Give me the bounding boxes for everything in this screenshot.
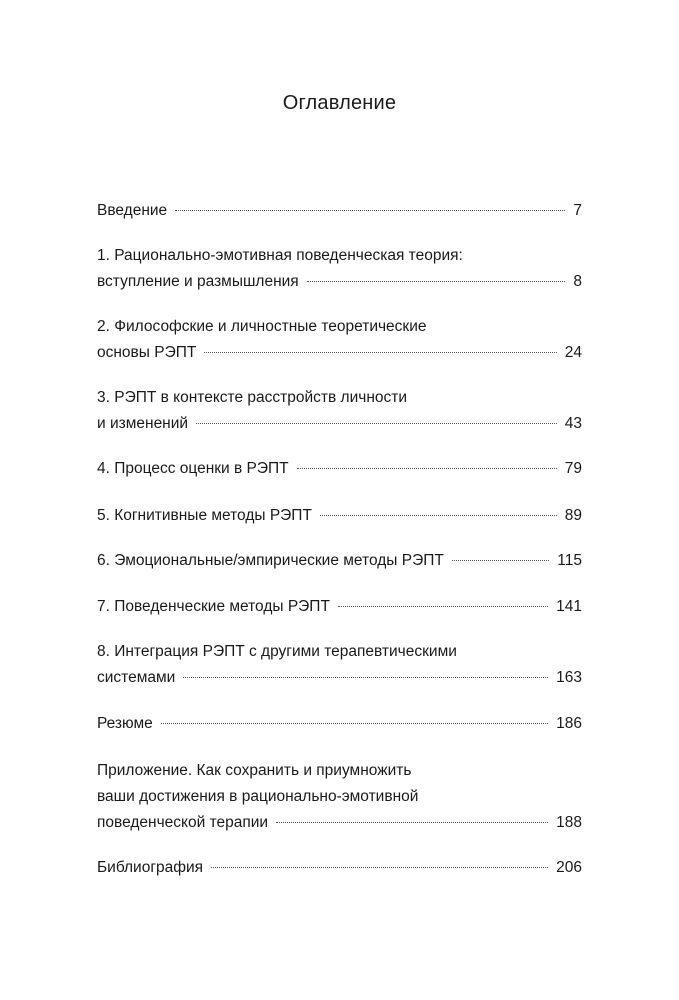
toc-entry-summary xyxy=(97,711,582,737)
toc-page-number: 24 xyxy=(564,344,582,361)
dot-leader xyxy=(320,515,557,516)
toc-page-number: 8 xyxy=(573,273,582,290)
toc-entry-title-cont: основы РЭПТ xyxy=(97,344,197,361)
toc-entry-line xyxy=(97,198,582,224)
toc-entry-line xyxy=(97,503,582,529)
toc-entry-title-cont: системами xyxy=(97,669,176,686)
toc-entry-title: 4. Процесс оценки в РЭПТ xyxy=(97,460,289,477)
toc-entry-bibliography xyxy=(97,855,582,881)
toc-entry-chapter-3 xyxy=(97,385,582,437)
toc-entry-chapter-8 xyxy=(97,639,582,691)
toc-entry-title: 2. Философские и личностные теоретические xyxy=(97,318,427,335)
toc-entry-line xyxy=(97,855,582,881)
dot-leader xyxy=(161,723,548,724)
toc-entry-title: 8. Интеграция РЭПТ с другими терапевтическими xyxy=(97,643,457,660)
toc-page-number: 206 xyxy=(556,859,582,876)
toc-entry-title-cont: поведенческой терапии xyxy=(97,814,269,831)
toc-page-number: 188 xyxy=(556,814,582,831)
toc-page-number: 89 xyxy=(564,507,582,524)
toc-entry-line xyxy=(97,269,582,295)
toc-entry-title: 3. РЭПТ в контексте расстройств личности xyxy=(97,389,407,406)
dot-leader xyxy=(183,677,548,678)
toc-entry-title: 6. Эмоциональные/эмпирические методы РЭПТ xyxy=(97,552,444,569)
toc-entry-title-cont: и изменений xyxy=(97,415,189,432)
toc-entry-title: 7. Поведенческие методы РЭПТ xyxy=(97,598,330,615)
toc-page-number: 141 xyxy=(556,598,582,615)
toc-entry-line xyxy=(97,594,582,620)
toc-entry-title: Введение xyxy=(97,202,168,219)
toc-entry-line xyxy=(97,548,582,574)
toc-entry-title-cont: ваши достижения в рационально-эмотивной xyxy=(97,788,419,805)
toc-entry-appendix xyxy=(97,758,582,836)
dot-leader xyxy=(211,867,548,868)
toc-entry-chapter-4 xyxy=(97,456,582,482)
toc-entry-title: Приложение. Как сохранить и приумножить xyxy=(97,762,412,779)
toc-entry-line xyxy=(97,711,582,737)
page-title: Оглавление xyxy=(282,92,397,114)
dot-leader xyxy=(196,423,557,424)
toc-page-number: 115 xyxy=(557,552,582,569)
toc-entry-chapter-1 xyxy=(97,243,582,295)
toc-entry-title-cont: вступление и размышления xyxy=(97,273,299,290)
toc-entry-line xyxy=(97,340,582,366)
dot-leader xyxy=(297,468,557,469)
toc-page-number: 163 xyxy=(556,669,582,686)
toc-entry-line xyxy=(97,665,582,691)
toc-entry-introduction xyxy=(97,198,582,224)
dot-leader xyxy=(338,606,548,607)
dot-leader xyxy=(452,560,549,561)
toc-entry-chapter-5 xyxy=(97,503,582,529)
toc-entry-title: 1. Рационально-эмотивная поведенческая теория: xyxy=(97,247,463,264)
toc-entry-chapter-2 xyxy=(97,314,582,366)
toc-entry-chapter-6 xyxy=(97,548,582,574)
toc-page-number: 186 xyxy=(556,715,582,732)
dot-leader xyxy=(175,210,565,211)
toc-page-number: 7 xyxy=(573,202,582,219)
toc-entry-title: 5. Когнитивные методы РЭПТ xyxy=(97,507,312,524)
toc-page-number: 79 xyxy=(564,460,582,477)
toc-entry-line xyxy=(97,810,582,836)
dot-leader xyxy=(307,281,566,282)
toc-page-number: 43 xyxy=(564,415,582,432)
toc-entry-title: Библиография xyxy=(97,859,204,876)
toc-entry-line xyxy=(97,456,582,482)
dot-leader xyxy=(204,352,556,353)
toc-entry-title: Резюме xyxy=(97,715,153,732)
toc-entry-line xyxy=(97,411,582,437)
dot-leader xyxy=(276,822,548,823)
toc-entry-chapter-7 xyxy=(97,594,582,620)
